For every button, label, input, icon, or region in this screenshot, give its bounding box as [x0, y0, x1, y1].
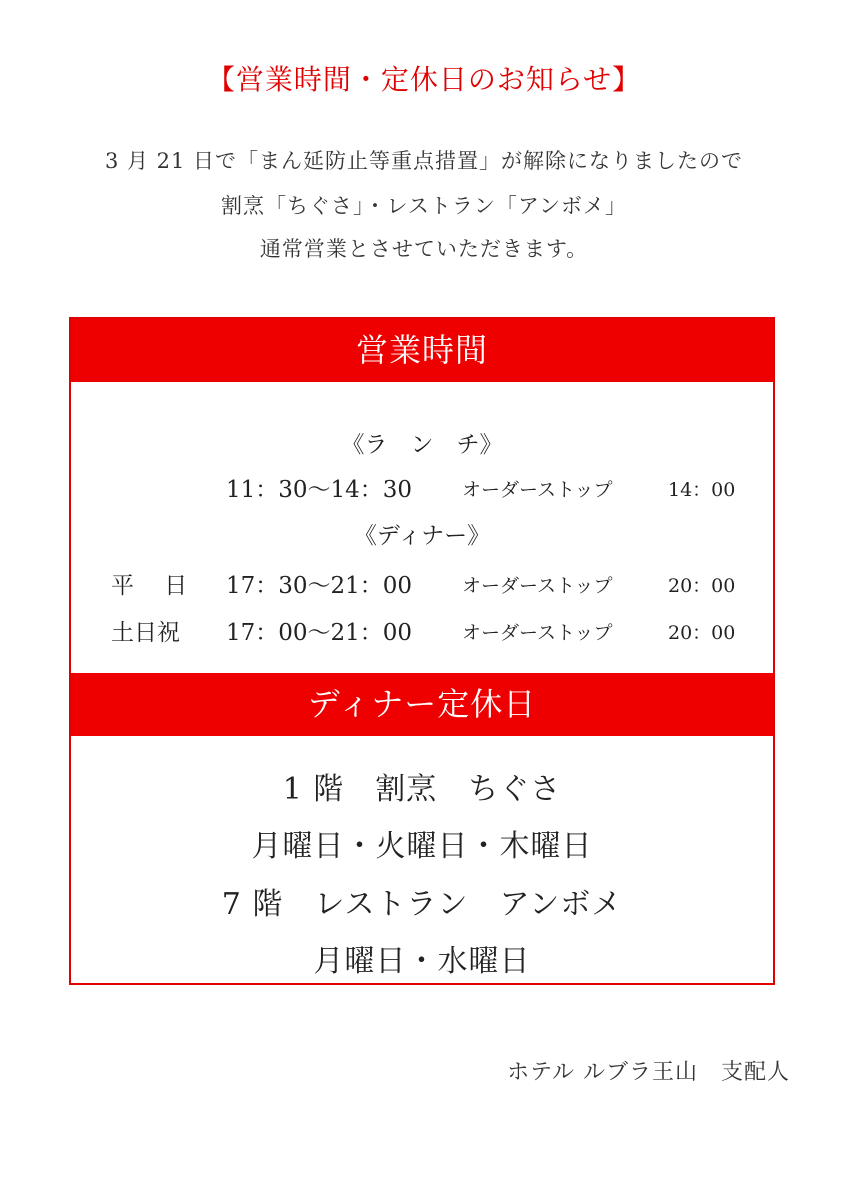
- weekday-label: 平 日: [111, 573, 188, 599]
- closed-floor7-days: 月曜日・水曜日: [313, 944, 531, 979]
- weekend-order-time: 20：00: [668, 622, 736, 644]
- intro-line-3: 通常営業とさせていただきます。: [259, 237, 589, 261]
- closed-floor1-days: 月曜日・火曜日・木曜日: [251, 829, 593, 864]
- lunch-time: 11：30～14：30: [226, 477, 413, 503]
- lunch-order-label: オーダーストップ: [462, 479, 613, 501]
- closed-floor1-label: 1 階 割烹 ちぐさ: [282, 772, 562, 807]
- weekend-time: 17：00～21：00: [226, 620, 413, 646]
- closed-days-heading: ディナー定休日: [71, 673, 773, 736]
- closed-floor7-label: 7 階 レストラン アンボメ: [221, 887, 623, 922]
- intro-line-2: 割烹「ちぐさ」・レストラン「アンボメ」: [220, 194, 628, 218]
- info-box: [69, 317, 775, 985]
- weekday-order-label: オーダーストップ: [462, 575, 613, 597]
- lunch-label: 《ラ ン チ》: [341, 432, 503, 458]
- weekend-label: 土日祝: [111, 620, 180, 646]
- weekend-order-label: オーダーストップ: [462, 622, 613, 644]
- dinner-label: 《ディナー》: [353, 523, 491, 549]
- notice-title: 【営業時間・定休日のお知らせ】: [206, 63, 642, 96]
- weekday-order-time: 20：00: [668, 575, 736, 597]
- intro-line-1: 3 月 21 日で「まん延防止等重点措置」が解除になりましたので: [104, 149, 744, 173]
- lunch-order-time: 14：00: [668, 479, 736, 501]
- hours-heading: 営業時間: [71, 319, 773, 382]
- signature: ホテル ルブラ王山 支配人: [507, 1060, 790, 1085]
- weekday-time: 17：30～21：00: [226, 573, 413, 599]
